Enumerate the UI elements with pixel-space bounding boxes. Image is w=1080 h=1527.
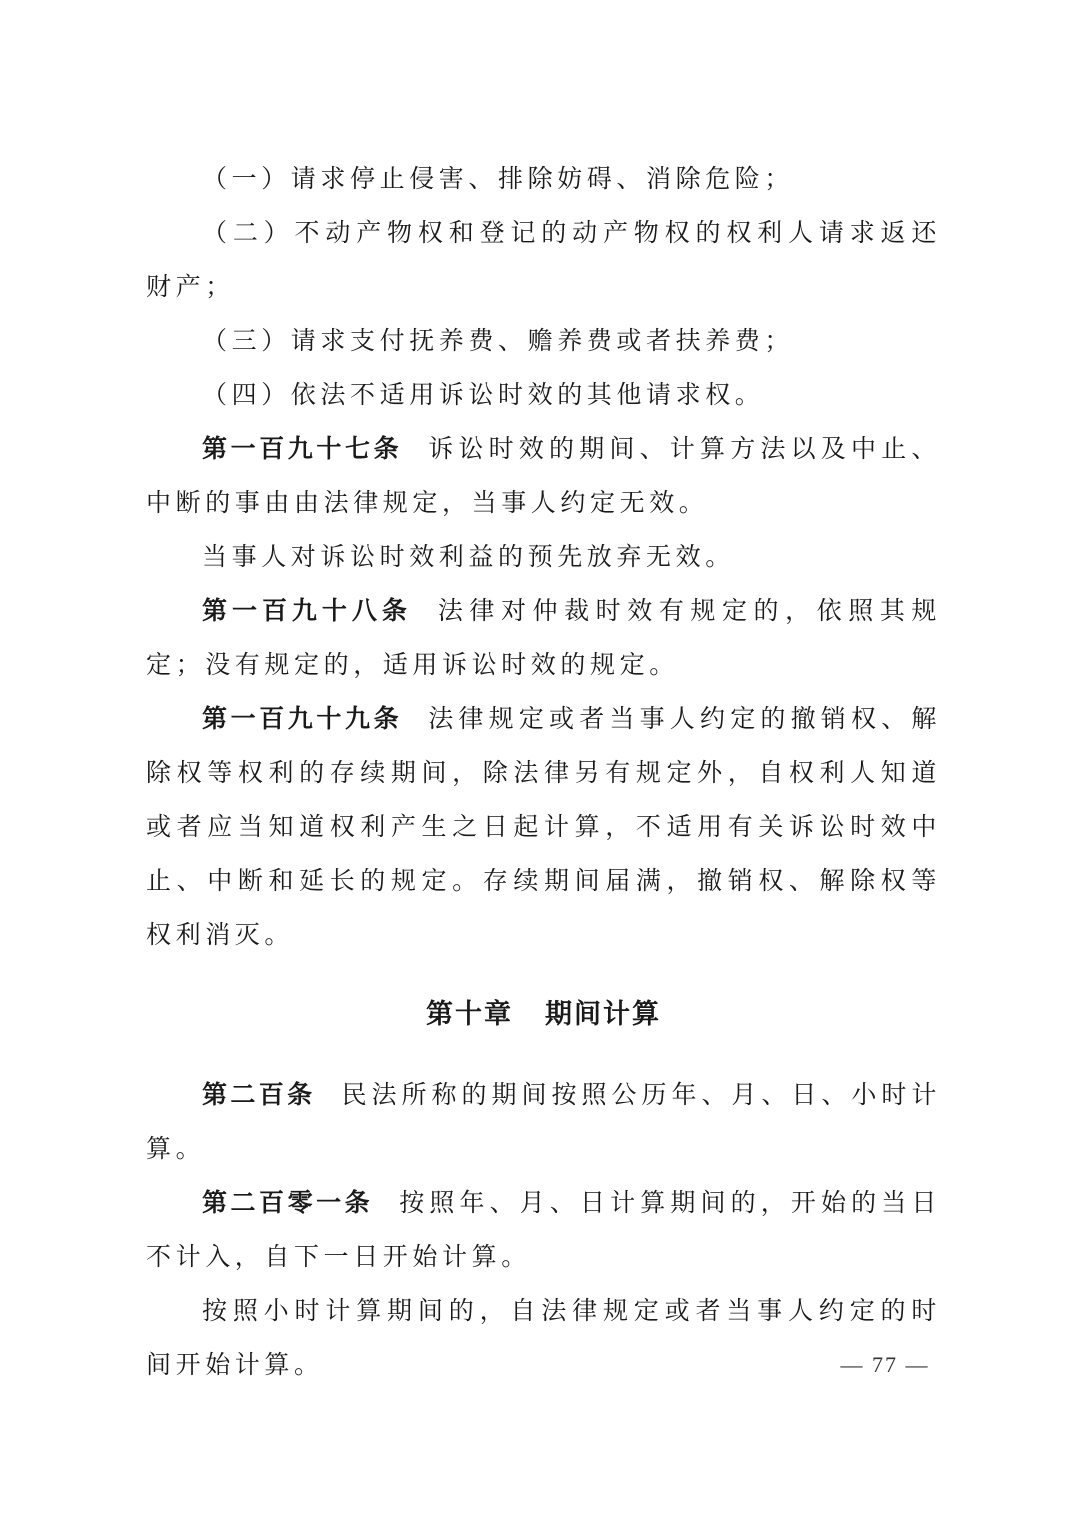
article-text: 法律对仲裁时效有规定的，依照其规定；没有规定的，适用诉讼时效的规定。 (146, 596, 941, 679)
paragraph-item-3: （三）请求支付抚养费、赡养费或者扶养费； (202, 326, 795, 355)
chapter-title: 期间计算 (545, 999, 661, 1030)
article-text: 法律规定或者当事人约定的撤销权、解除权等权利的存续期间，除法律另有规定外，自权利人知道或者应当知道权利产生之日起计算，不适用有关诉讼时效中止、中断和延长的规定。存续期间届满，撤销权、解除权等权利消灭。 (146, 704, 941, 949)
article-199 (146, 692, 941, 962)
article-label: 第一百九十九条 (202, 704, 403, 733)
paragraph-item-2: （二）不动产物权和登记的动产物权的权利人请求返还财产； (146, 218, 941, 301)
paragraph-item-1: （一）请求停止侵害、排除妨碍、消除危险； (202, 164, 795, 193)
article-201 (146, 1176, 941, 1284)
paragraph-hour-calculation: 按照小时计算期间的，自法律规定或者当事人约定的时间开始计算。 (146, 1296, 941, 1379)
article-198 (146, 584, 941, 692)
chapter-heading (146, 988, 941, 1042)
article-label: 第二百零一条 (202, 1188, 374, 1217)
page-number: — 77 — (840, 1352, 930, 1377)
chapter-number: 第十章 (426, 999, 513, 1030)
article-label: 第二百条 (202, 1080, 316, 1109)
paragraph-item-4: （四）依法不适用诉讼时效的其他请求权。 (202, 380, 765, 409)
article-197 (146, 422, 941, 530)
article-text: 按照年、月、日计算期间的，开始的当日不计入，自下一日开始计算。 (146, 1188, 941, 1271)
article-text: 诉讼时效的期间、计算方法以及中止、中断的事由由法律规定，当事人约定无效。 (146, 434, 941, 517)
article-200 (146, 1068, 941, 1176)
paragraph-waiver: 当事人对诉讼时效利益的预先放弃无效。 (202, 542, 735, 571)
article-text: 民法所称的期间按照公历年、月、日、小时计算。 (146, 1080, 941, 1163)
article-label: 第一百九十八条 (202, 596, 412, 625)
article-label: 第一百九十七条 (202, 434, 403, 463)
document-page (146, 152, 941, 1392)
